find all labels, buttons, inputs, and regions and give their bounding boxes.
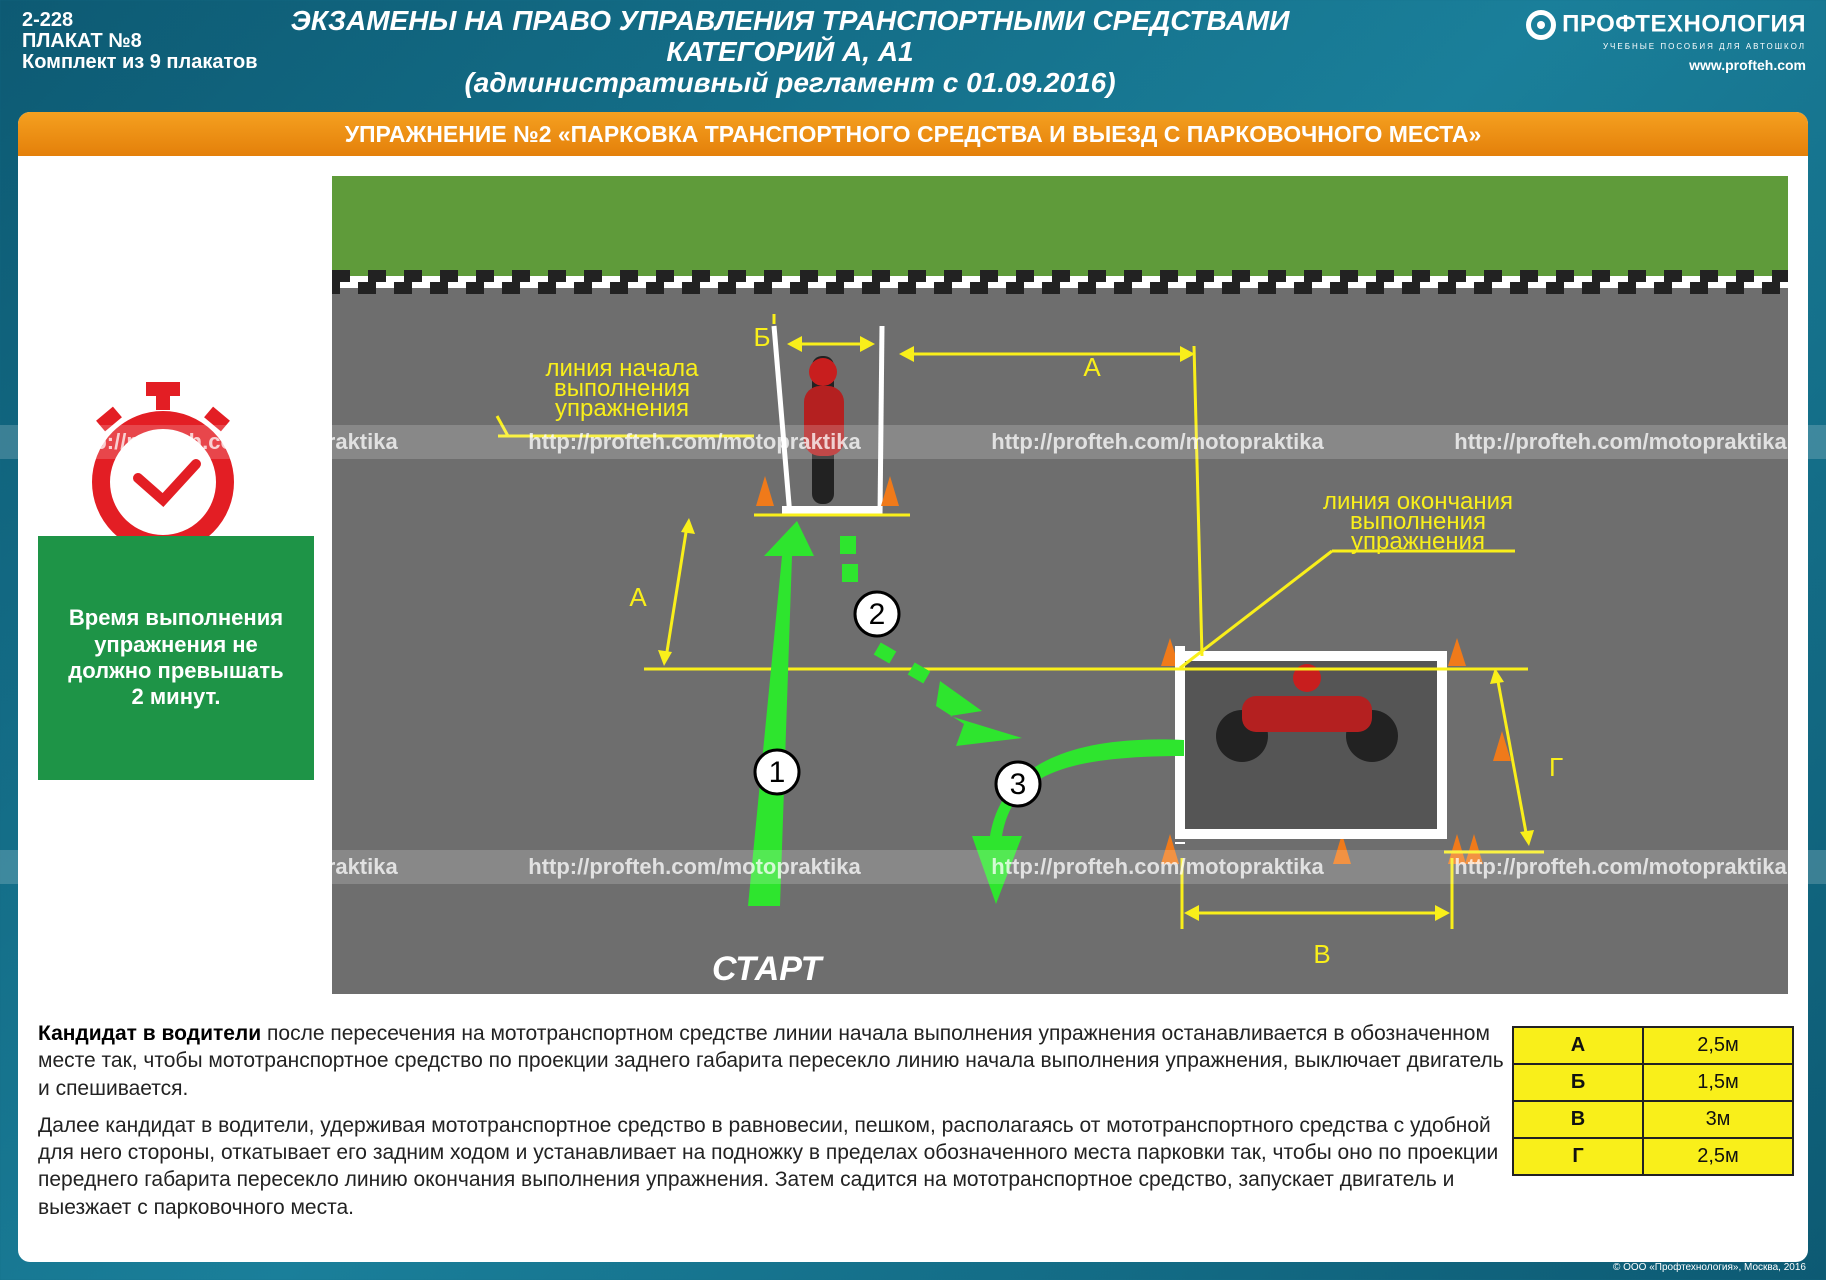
- dim-a-label-top: А: [1083, 352, 1101, 382]
- gear-logo-icon: [1526, 10, 1556, 40]
- main-panel: [18, 112, 1808, 1262]
- title-line-2: КАТЕГОРИЙ А, А1: [666, 35, 914, 67]
- dim-v-label: В: [1313, 939, 1331, 969]
- copyright: © ООО «Профтехнология», Москва, 2016: [1612, 1262, 1806, 1273]
- exercise-title: УПРАЖНЕНИЕ №2 «ПАРКОВКА ТРАНСПОРТНОГО СРЕДСТВА И ВЫЕЗД С ПАРКОВОЧНОГО МЕСТА»: [18, 112, 1808, 156]
- step-2-marker: 1: [768, 756, 786, 789]
- watermark: http://profteh.com/motopraktika: [528, 429, 861, 454]
- table-row: [1513, 1101, 1793, 1138]
- dim-key: В: [1513, 1101, 1643, 1138]
- dim-value: 2,5м: [1643, 1138, 1793, 1175]
- description-paragraph-1-text: после пересечения на мототранспортном средстве линии начала выполнения упражнения останавливается в обозначенном месте так, чтобы мототранспортное средство по проекции заднего габарита пересекло линию начала выполнения упражнения, выключает двигатель и спешивается.: [38, 1022, 1504, 1100]
- description-paragraph-1: [38, 1020, 1518, 1102]
- dim-a-label-left: А: [629, 582, 647, 612]
- watermark: http://profteh.com/motopraktika: [991, 854, 1324, 879]
- end-line-label-2: выполнения: [1349, 508, 1487, 535]
- title-line-3: (административный регламент с 01.09.2016): [464, 66, 1116, 98]
- poster-number: ПЛАКАТ №8: [22, 30, 142, 52]
- parking-spot: [1180, 646, 1442, 844]
- dim-key: А: [1513, 1027, 1643, 1064]
- watermark: http://profteh.com/motopraktika: [1454, 854, 1787, 879]
- description-lead: Кандидат в водители: [38, 1022, 262, 1045]
- brand-url: www.profteh.com: [1689, 57, 1806, 73]
- table-row: [1513, 1138, 1793, 1175]
- start-line-label-1: линия начала: [545, 355, 699, 382]
- table-row: [1513, 1027, 1793, 1064]
- time-note-text: Время выполнения упражнения не должно превышать 2 минут.: [68, 605, 284, 710]
- time-note: [38, 536, 314, 780]
- end-line-label-1: линия окончания: [1323, 488, 1513, 515]
- description-paragraph-2: Далее кандидат в водители, удерживая мототранспортное средство в равновесии, пешком, располагаясь от мототранспортного средства с удобной для него стороны, откатывает его задним ходом и устанавливает на подножку в пределах обозначенного места парковки так, чтобы оно по проекции переднего габарита пересекло линию окончания выполнения упражнения. Затем садится на мототранспортное средство, запускает двигатель и выезжает с парковочного места.: [38, 1113, 1499, 1219]
- dim-b-label: Б: [753, 322, 771, 352]
- page-title: [260, 6, 1320, 98]
- asphalt: [332, 176, 1788, 994]
- dim-key: Б: [1513, 1064, 1643, 1101]
- step-3-marker: 3: [1009, 768, 1027, 801]
- watermark: http://profteh.com/motopraktika: [65, 429, 398, 454]
- watermark: http://profteh.com/motopraktika: [528, 854, 861, 879]
- stopwatch-icon: [88, 382, 238, 552]
- title-line-1: ЭКЗАМЕНЫ НА ПРАВО УПРАВЛЕНИЯ ТРАНСПОРТНЫМИ СРЕДСТВАМИ: [290, 5, 1290, 36]
- table-row: [1513, 1064, 1793, 1101]
- exercise-diagram: [332, 176, 1788, 994]
- brand-name: ПРОФТЕХНОЛОГИЯ: [1562, 10, 1806, 38]
- dimensions-table: [1512, 1026, 1794, 1176]
- start-label: СТАРТ: [712, 950, 822, 988]
- dim-key: Г: [1513, 1138, 1643, 1175]
- dim-value: 2,5м: [1643, 1027, 1793, 1064]
- description: [38, 1020, 1518, 1231]
- start-stripe: [782, 506, 882, 514]
- dim-value: 1,5м: [1643, 1064, 1793, 1101]
- poster-code: 2-228: [22, 9, 74, 31]
- dim-value: 3м: [1643, 1101, 1793, 1138]
- end-line-label-3: упражнения: [1350, 528, 1486, 555]
- start-line-label-2: выполнения: [553, 375, 691, 402]
- poster-id: [22, 10, 258, 73]
- start-line-label-3: упражнения: [554, 395, 690, 422]
- poster-set: Комплект из 9 плакатов: [22, 51, 258, 73]
- brand-logo: [1526, 10, 1806, 73]
- step-1-marker: 2: [868, 598, 886, 631]
- watermark: http://profteh.com/motopraktika: [65, 854, 398, 879]
- dim-g-label: Г: [1548, 752, 1564, 782]
- watermark: http://profteh.com/motopraktika: [991, 429, 1324, 454]
- brand-subtitle: УЧЕБНЫЕ ПОСОБИЯ ДЛЯ АВТОШКОЛ: [1602, 42, 1806, 51]
- watermark: http://profteh.com/motopraktika: [1454, 429, 1787, 454]
